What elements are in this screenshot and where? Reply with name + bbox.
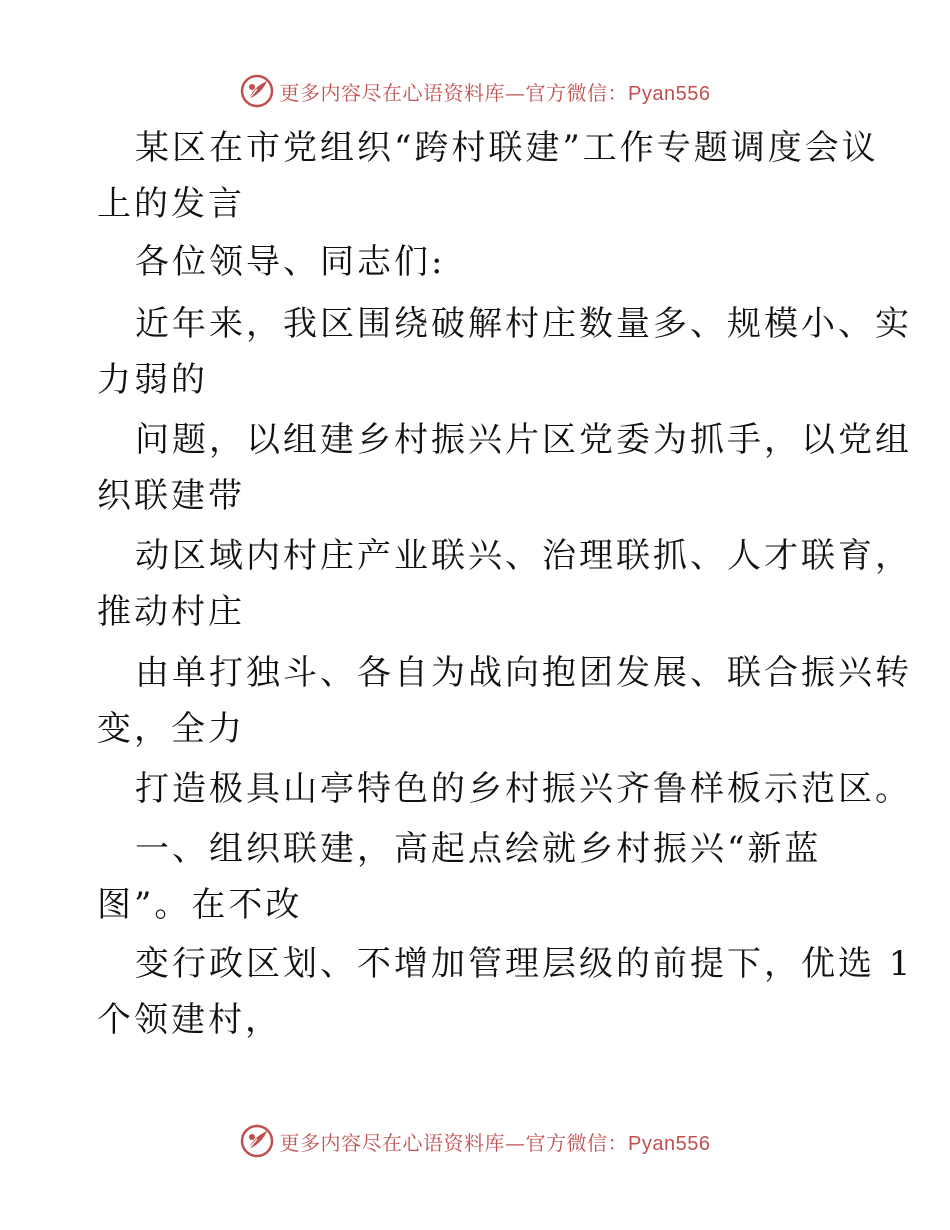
paragraph-line: 由单打独斗、各自为战向抱团发展、联合振兴转 — [135, 653, 912, 693]
paragraph-line: 织联建带 — [97, 476, 245, 516]
feather-pen-logo-icon — [240, 74, 274, 108]
document-title-line-1: 某区在市党组织“跨村联建”工作专题调度会议 — [135, 128, 879, 168]
header-banner — [0, 71, 950, 111]
paragraph-line: 个领建村， — [97, 1000, 282, 1040]
document-title-line-2: 上的发言 — [97, 184, 245, 224]
banner-text — [280, 1127, 711, 1156]
paragraph-line: 变行政区划、不增加管理层级的前提下，优选 1 — [135, 944, 914, 984]
paragraph-line: 动区域内村庄产业联兴、治理联抓、人才联育， — [135, 536, 912, 576]
paragraph-line: 近年来，我区围绕破解村庄数量多、规模小、实 — [135, 304, 912, 344]
paragraph-line: 问题，以组建乡村振兴片区党委为抓手，以党组 — [135, 420, 912, 460]
paragraph-line: 力弱的 — [97, 360, 208, 400]
paragraph-line: 图”。在不改 — [97, 885, 303, 925]
feather-pen-logo-icon — [240, 1124, 274, 1158]
paragraph-line: 打造极具山亭特色的乡村振兴齐鲁样板示范区。 — [135, 769, 912, 809]
paragraph-line: 各位领导、同志们: — [135, 242, 446, 282]
banner-wechat-id: Pyan556 — [628, 82, 711, 105]
banner-wechat-id: Pyan556 — [628, 1132, 711, 1155]
banner-text-cn: 更多内容尽在心语资料库—官方微信： — [279, 1130, 629, 1155]
paragraph-line: 变，全力 — [97, 709, 245, 749]
banner-text-cn: 更多内容尽在心语资料库—官方微信： — [279, 80, 629, 105]
paragraph-line: 一、组织联建，高起点绘就乡村振兴“新蓝 — [135, 829, 822, 869]
paragraph-line: 推动村庄 — [97, 592, 245, 632]
banner-text — [280, 77, 711, 106]
footer-banner — [0, 1121, 950, 1161]
